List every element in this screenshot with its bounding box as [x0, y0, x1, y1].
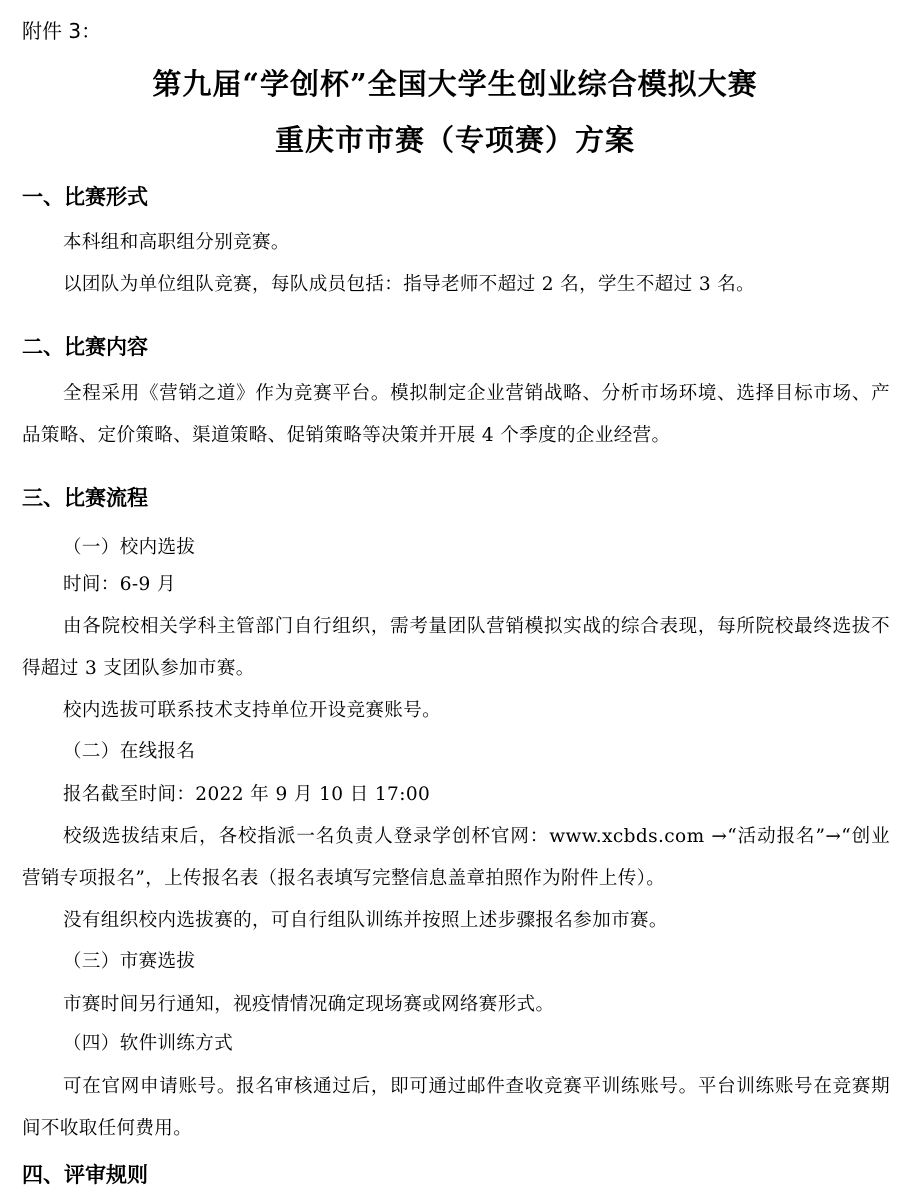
paragraph: 全程采用《营销之道》作为竞赛平台。模拟制定企业营销战略、分析市场环境、选择目标市场、产品策略、定价策略、渠道策略、促销策略等决策并开展 4 个季度的企业经营。	[22, 383, 890, 446]
paragraph: 可在官网申请账号。报名审核通过后，即可通过邮件查收竞赛平训练账号。平台训练账号在竞赛期间不收取任何费用。	[22, 1076, 890, 1139]
paragraph: 市赛时间另行通知，视疫情情况确定现场赛或网络赛形式。	[63, 994, 555, 1015]
paragraph: 没有组织校内选拔赛的，可自行组队训练并按照上述步骤报名参加市赛。	[63, 910, 668, 931]
paragraph: 校级选拔结束后，各校指派一名负责人登录学创杯官网：www.xcbds.com →“活动报名”→“创业营销专项报名”，上传报名表（报名表填写完整信息盖章拍照作为附件上传）。	[22, 826, 890, 889]
section-heading-format: 一、比赛形式	[22, 185, 148, 209]
paragraph: 时间：6-9 月	[63, 574, 176, 595]
subsection-label: （四）软件训练方式	[63, 1033, 234, 1054]
subsection-label: （三）市赛选拔	[63, 951, 196, 972]
section-heading-review: 四、评审规则	[22, 1163, 148, 1187]
paragraph: 以团队为单位组队竞赛，每队成员包括：指导老师不超过 2 名，学生不超过 3 名。	[63, 274, 756, 295]
section-heading-content: 二、比赛内容	[22, 335, 148, 359]
paragraph: 报名截至时间：2022 年 9 月 10 日 17:00	[63, 784, 431, 805]
subsection-label: （二）在线报名	[63, 741, 196, 762]
paragraph: 由各院校相关学科主管部门自行组织，需考量团队营销模拟实战的综合表现，每所院校最终选拔不得超过 3 支团队参加市赛。	[22, 616, 890, 679]
document-title-line-1: 第九届“学创杯”全国大学生创业综合模拟大赛	[152, 67, 758, 101]
paragraph: 校内选拔可联系技术支持单位开设竞赛账号。	[63, 700, 442, 721]
section-heading-process: 三、比赛流程	[22, 486, 148, 510]
subsection-label: （一）校内选拔	[63, 537, 196, 558]
paragraph: 本科组和高职组分别竞赛。	[63, 232, 290, 253]
attachment-label: 附件 3：	[22, 19, 102, 43]
document-title-line-2: 重庆市市赛（专项赛）方案	[274, 123, 635, 157]
